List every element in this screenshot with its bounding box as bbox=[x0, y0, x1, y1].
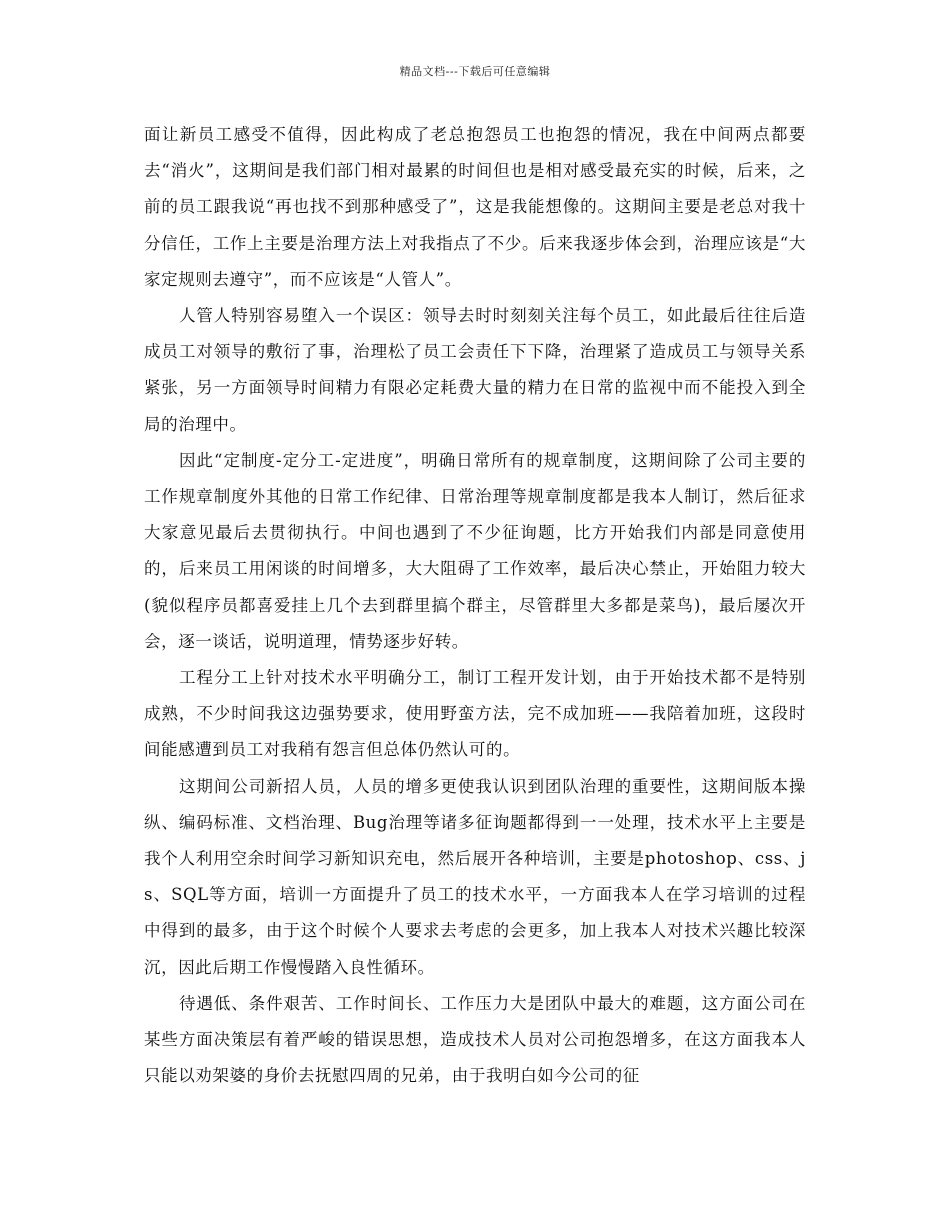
paragraph-1: 面让新员工感受不值得，因此构成了老总抱怨员工也抱怨的情况，我在中间两点都要去“消火”，这期间是我们部门相对最累的时间但也是相对感受最充实的时候，后来，之前的员工跟我说“再也找不到那种感受了”，这是我能想像的。这期间主要是老总对我十分信任，工作上主要是治理方法上对我指点了不少。后来我逐步体会到，治理应该是“大家定规则去遵守”，而不应该是“人管人”。 bbox=[144, 125, 806, 289]
paragraph-5: 这期间公司新招人员，人员的增多更使我认识到团队治理的重要性，这期间版本操纵、编码标准、文档治理、Bug治理等诸多征询题都得到一一处理，技术水平上主要是我个人利用空余时间学习新知识充电，然后展开各种培训，主要是photoshop、css、js、SQL等方面，培训一方面提升了员工的技术水平，一方面我本人在学习培训的过程中得到的最多，由于这个时候个人要求去考虑的会更多，加上我本人对技术兴趣比较深沉，因此后期工作慢慢踏入良性循环。 bbox=[144, 776, 806, 977]
page-header: 精品文档---下载后可任意编辑 bbox=[399, 65, 551, 78]
paragraph-2: 人管人特别容易堕入一个误区：领导去时时刻刻关注每个员工，如此最后往往后造成员工对领导的敷衍了事，治理松了员工会责任下下降，治理紧了造成员工与领导关系紧张，另一方面领导时间精力有限必定耗费大量的精力在日常的监视中而不能投入到全局的治理中。 bbox=[144, 306, 806, 434]
paragraph-6: 待遇低、条件艰苦、工作时间长、工作压力大是团队中最大的难题，这方面公司在某些方面决策层有着严峻的错误思想，造成技术人员对公司抱怨增多，在这方面我本人只能以劝架婆的身价去抚慰四周的兄弟，由于我明白如今公司的征 bbox=[144, 993, 806, 1086]
paragraph-4: 工程分工上针对技术水平明确分工，制订工程开发计划，由于开始技术都不是特别成熟，不少时间我这边强势要求，使用野蛮方法，完不成加班——我陪着加班，这段时间能感遭到员工对我稍有怨言但总体仍然认可的。 bbox=[144, 668, 806, 760]
paragraph-3: 因此“定制度-定分工-定进度”，明确日常所有的规章制度，这期间除了公司主要的工作规章制度外其他的日常工作纪律、日常治理等规章制度都是我本人制订，然后征求大家意见最后去贯彻执行。中间也遇到了不少征询题，比方开始我们内部是同意使用的，后来员工用闲谈的时间增多，大大阻碍了工作效率，最后决心禁止，开始阻力较大(貌似程序员都喜爱挂上几个去到群里搞个群主，尽管群里大多都是菜鸟)，最后屡次开会，逐一谈话，说明道理，情势逐步好转。 bbox=[144, 450, 806, 651]
document-body bbox=[144, 117, 806, 1094]
